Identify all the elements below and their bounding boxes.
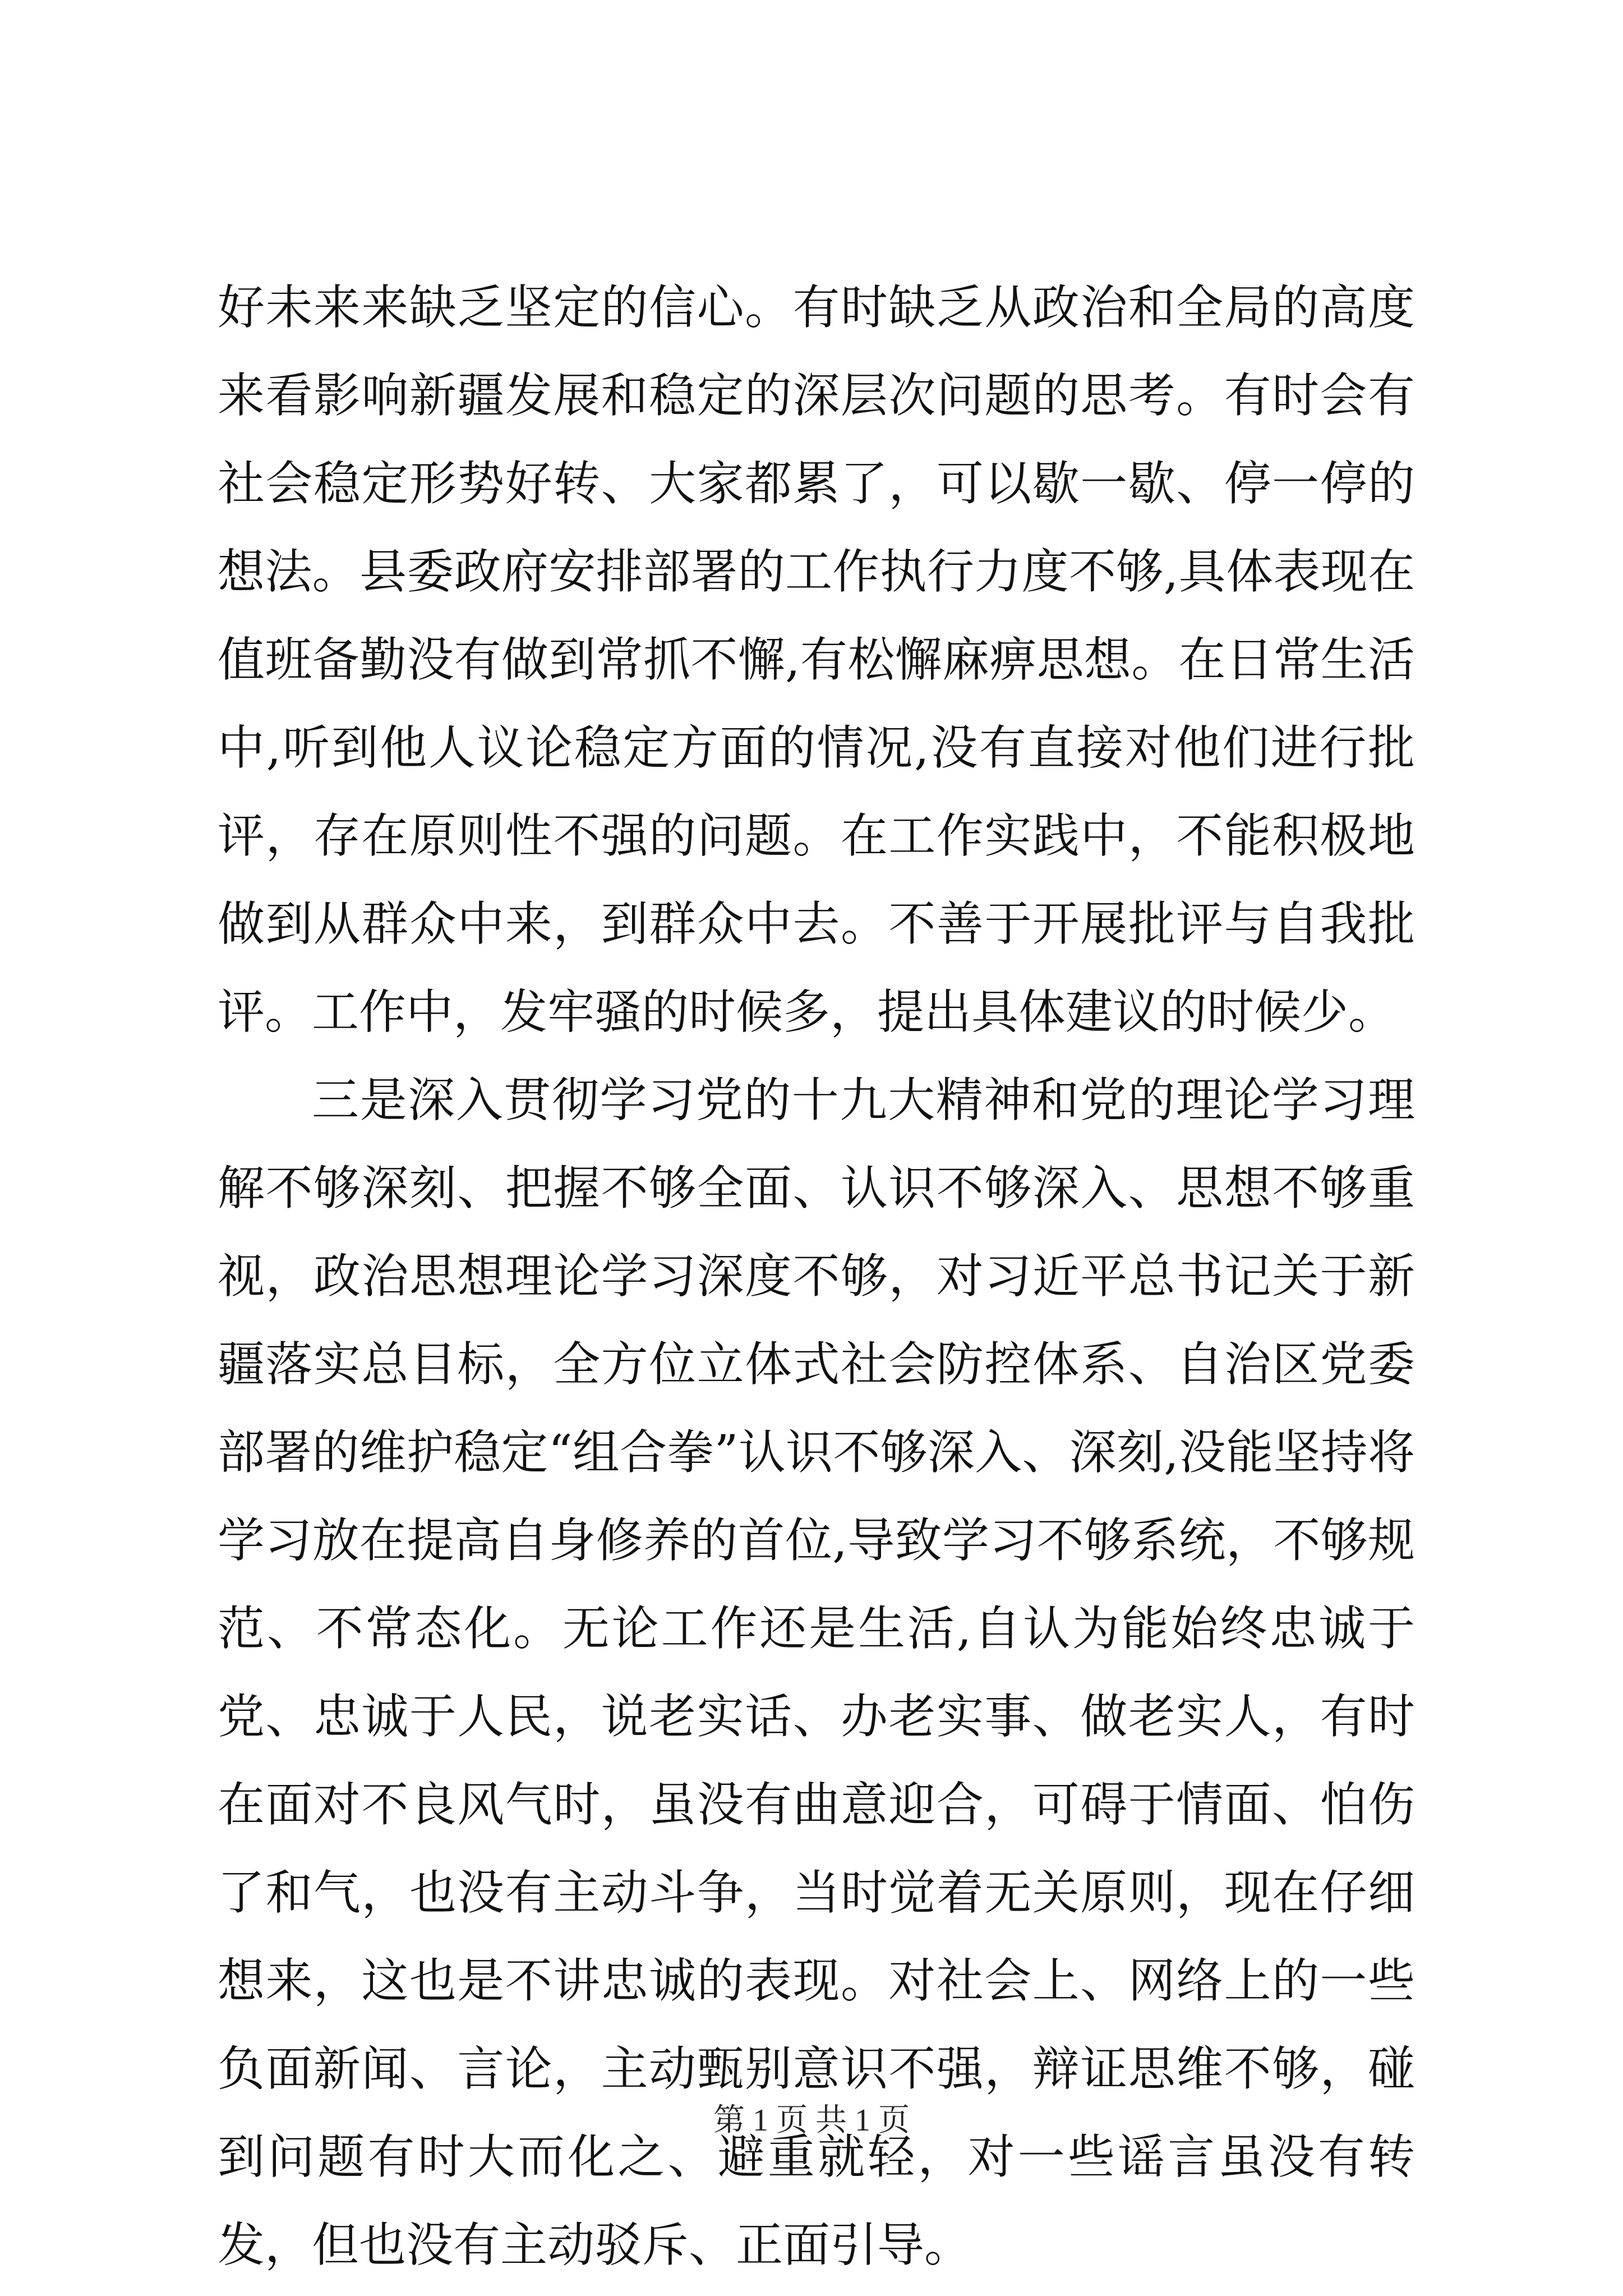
paragraph-1: 好未来来缺乏坚定的信心。有时缺乏从政治和全局的高度来看影响新疆发展和稳定的深层次问题的思考。有时会有社会稳定形势好转、大家都累了，可以歇一歇、停一停的想法。县委政府安排部署的工作执行力度不够,具体表现在值班备勤没有做到常抓不懈,有松懈麻痹思想。在日常生活中,听到他人议论稳定方面的情况,没有直接对他们进行批评，存在原则性不强的问题。在工作实践中，不能积极地做到从群众中来，到群众中去。不善于开展批评与自我批评。工作中，发牢骚的时候多，提出具体建议的时候少。: [218, 280, 1415, 1039]
paragraph-2: 三是深入贯彻学习党的十九大精神和党的理论学习理解不够深刻、把握不够全面、认识不够深入、思想不够重视，政治思想理论学习深度不够，对习近平总书记关于新疆落实总目标，全方位立体式社会防控体系、自治区党委部署的维护稳定“组合拳”认识不够深入、深刻,没能坚持将学习放在提高自身修养的首位,导致学习不够系统，不够规范、不常态化。无论工作还是生活,自认为能始终忠诚于党、忠诚于人民，说老实话、办老实事、做老实人，有时在面对不良风气时，虽没有曲意迎合，可碍于情面、怕伤了和气，也没有主动斗争，当时觉着无关原则，现在仔细想来，这也是不讲忠诚的表现。对社会上、网络上的一些负面新闻、言论，主动甄别意识不强，辩证思维不够，碰到问题有时大而化之、避重就轻，对一些谣言虽没有转发，但也没有主动驳斥、正面引导。: [218, 1073, 1415, 2272]
document-body: [218, 264, 1415, 2289]
page-footer: 第 1 页 共 1 页: [713, 2103, 910, 2138]
